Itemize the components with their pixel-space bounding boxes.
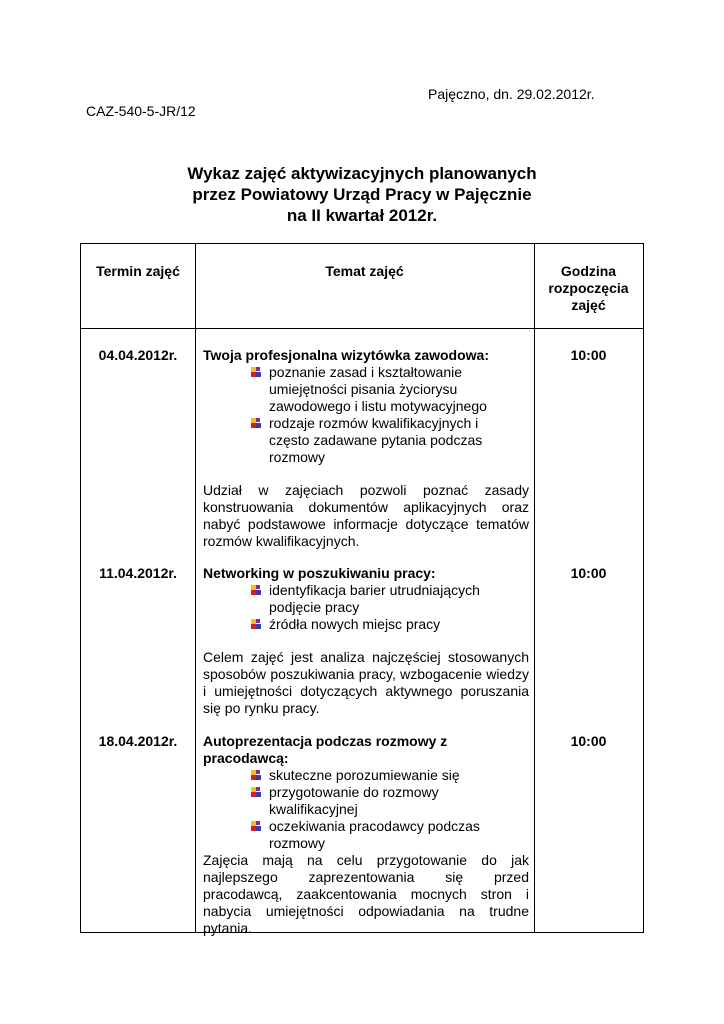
topic-title: Autoprezentacja podczas rozmowy z <box>203 733 448 749</box>
bullet-line: kwalifikacyjnej <box>269 801 358 817</box>
bullet-line: oczekiwania pracodawcy podczas <box>269 818 480 834</box>
bullet-line: rozmowy <box>269 835 326 851</box>
sparkle-bullet-icon <box>249 786 263 800</box>
bullet-line: często zadawane pytania podczas <box>269 432 483 448</box>
bullet-line: źródła nowych miejsc pracy <box>269 616 441 632</box>
row-topic <box>203 733 529 937</box>
bullet-line: identyfikacja barier utrudniających <box>269 582 480 598</box>
row-date: 18.04.2012r. <box>98 733 178 749</box>
bullet-item <box>203 364 529 415</box>
document-title <box>80 163 644 226</box>
header-start-hour-line: Godzina <box>560 263 617 279</box>
topic-description: Udział w zajęciach pozwoli poznać zasady konstruowania dokumentów aplikacyjnych oraz nabyć podstawowe informacje dotyczące tematów rozmów kwalifikacyjnych. <box>203 482 529 549</box>
header-divider <box>81 328 643 329</box>
bullet-line: przygotowanie do rozmowy <box>269 784 439 800</box>
header-start-hour-line: rozpoczęcia <box>548 280 629 296</box>
bullet-item <box>203 616 529 633</box>
sparkle-bullet-icon <box>249 618 263 632</box>
bullet-line: skuteczne porozumiewanie się <box>269 767 460 783</box>
sparkle-bullet-icon <box>249 769 263 783</box>
bullet-line: poznanie zasad i kształtowanie <box>269 364 463 380</box>
bullet-line: umiejętności pisania życiorysu <box>269 381 458 397</box>
row-date: 04.04.2012r. <box>98 347 178 363</box>
title-line-2: przez Powiatowy Urząd Pracy w Pajęcznie <box>192 185 532 204</box>
header-topic: Temat zajęć <box>325 263 404 279</box>
row-hour: 10:00 <box>570 565 607 581</box>
topic-description: Celem zajęć jest analiza najczęściej stosowanych sposobów poszukiwania pracy, wzbogacenie wiedzy i umiejętności dotyczących aktywnego poruszania się po rynku pracy. <box>203 649 529 716</box>
sparkle-bullet-icon <box>249 417 263 431</box>
document-date: Pajęczno, dn. 29.02.2012r. <box>428 86 595 102</box>
bullet-item <box>203 582 529 616</box>
row-hour: 10:00 <box>570 347 607 363</box>
bullet-line: rodzaje rozmów kwalifikacyjnych i <box>269 415 479 431</box>
header-term: Termin zajęć <box>96 263 180 279</box>
sparkle-bullet-icon <box>249 584 263 598</box>
row-hour: 10:00 <box>570 733 607 749</box>
title-line-3: na II kwartał 2012r. <box>286 206 438 225</box>
row-topic <box>203 565 529 717</box>
header-start-hour <box>534 263 643 314</box>
bullet-line: rozmowy <box>269 449 326 465</box>
title-line-1: Wykaz zajęć aktywizacyjnych planowanych <box>187 164 537 183</box>
bullet-item <box>203 784 529 818</box>
bullet-item <box>203 767 529 784</box>
topic-title: Networking w poszukiwaniu pracy: <box>203 565 436 581</box>
topic-title: Twoja profesjonalna wizytówka zawodowa: <box>203 347 490 363</box>
sparkle-bullet-icon <box>249 366 263 380</box>
schedule-table <box>80 243 644 936</box>
reference-number: CAZ-540-5-JR/12 <box>86 103 196 119</box>
bullet-line: zawodowego i listu motywacyjnego <box>269 398 487 414</box>
topic-title: pracodawcą: <box>203 750 289 766</box>
bullet-item <box>203 415 529 466</box>
row-topic <box>203 347 529 550</box>
sparkle-bullet-icon <box>249 820 263 834</box>
topic-description: Zajęcia mają na celu przygotowanie do jak najlepszego zaprezentowania się przed pracodawcą, zaakcentowania mocnych stron i nabycia umiejętności odpowiadania na trudne pytania. <box>203 852 529 936</box>
bullet-line: podjęcie pracy <box>269 599 360 615</box>
header-start-hour-line: zajęć <box>571 297 606 313</box>
column-divider <box>195 244 196 932</box>
bullet-item <box>203 818 529 852</box>
row-date: 11.04.2012r. <box>99 565 177 581</box>
